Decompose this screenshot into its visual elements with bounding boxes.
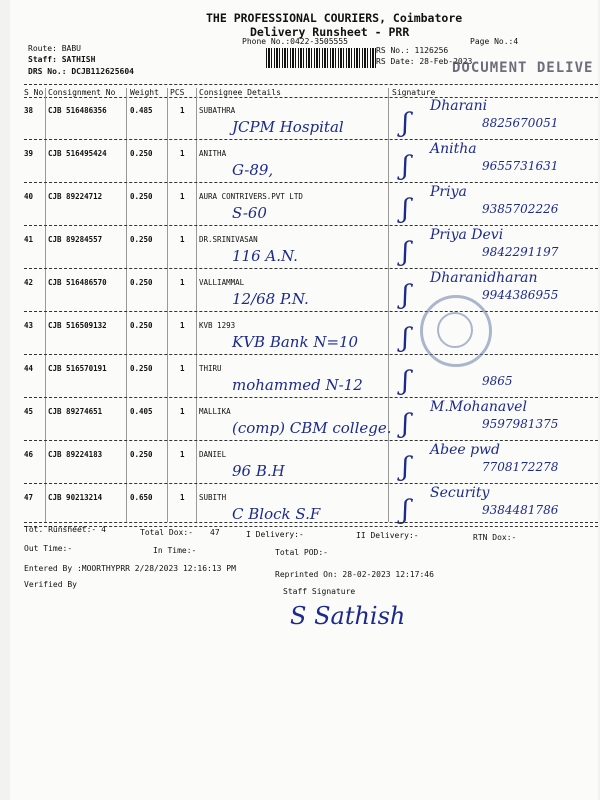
document-delivery-stamp: DOCUMENT DELIVE — [452, 60, 594, 76]
row-handwritten-note: 12/68 P.N. — [232, 290, 309, 308]
row-separator — [24, 526, 598, 527]
row-consignment-no: CJB 516486356 — [48, 106, 107, 115]
row-weight: 0.485 — [130, 106, 153, 115]
row-weight: 0.250 — [130, 235, 153, 244]
column-header-rule — [24, 97, 598, 98]
row-handwritten-note: JCPM Hospital — [232, 118, 344, 136]
row-sno: 47 — [24, 493, 34, 502]
drs-number: DRS No.: DCJB112625604 — [28, 67, 134, 76]
row-handwritten-name: Priya Devi — [430, 227, 504, 243]
row-consignment-no: CJB 90213214 — [48, 493, 103, 502]
row-consignment-no: CJB 516495424 — [48, 149, 107, 158]
row-consignment-no: CJB 89284557 — [48, 235, 103, 244]
signature-mark-icon: ʃ — [402, 194, 410, 224]
row-handwritten-phone: 9865 — [482, 374, 513, 388]
row-sno: 38 — [24, 106, 34, 115]
route-label: Route: BABU — [28, 44, 81, 53]
row-consignee: THIRU — [199, 364, 222, 373]
signature-mark-icon: ʃ — [402, 151, 410, 181]
signature-mark-icon: ʃ — [402, 323, 410, 353]
col-header-pcs: PCS — [170, 88, 185, 97]
row-handwritten-note: mohammed N-12 — [232, 376, 363, 394]
company-title: THE PROFESSIONAL COURIERS, Coimbatore — [206, 11, 463, 25]
footer-rule — [24, 522, 598, 523]
row-consignment-no: CJB 516486570 — [48, 278, 107, 287]
row-separator — [24, 440, 598, 441]
row-handwritten-name: Priya — [430, 184, 467, 200]
rs-date: RS Date: 28-Feb-2023 — [376, 57, 473, 66]
row-separator — [24, 182, 598, 183]
signature-mark-icon: ʃ — [402, 237, 410, 267]
barcode — [266, 48, 378, 68]
row-handwritten-name: Dharani — [430, 98, 488, 114]
row-handwritten-name: Anitha — [430, 141, 477, 157]
row-weight: 0.650 — [130, 493, 153, 502]
row-pcs: 1 — [180, 149, 185, 158]
row-handwritten-phone: 9944386955 — [482, 288, 559, 302]
row-consignee: KVB 1293 — [199, 321, 236, 330]
row-handwritten-note: 116 A.N. — [232, 247, 298, 265]
row-handwritten-note: (comp) CBM college. — [232, 419, 392, 437]
tot-runsheet: Tot. Runsheet:- 4 — [24, 525, 106, 534]
row-consignee: DANIEL — [199, 450, 227, 459]
row-handwritten-name: Abee pwd — [430, 442, 500, 458]
ii-delivery-label: II Delivery:- — [356, 531, 419, 540]
row-pcs: 1 — [180, 192, 185, 201]
row-separator — [24, 139, 598, 140]
row-sno: 45 — [24, 407, 34, 416]
row-pcs: 1 — [180, 407, 185, 416]
in-time-label: In Time:- — [153, 546, 197, 555]
col-divider — [388, 88, 389, 522]
row-handwritten-note: C Block S.F — [232, 505, 321, 523]
row-consignee: MALLIKA — [199, 407, 231, 416]
row-consignment-no: CJB 89274651 — [48, 407, 103, 416]
row-consignee: VALLIAMMAL — [199, 278, 245, 287]
row-pcs: 1 — [180, 235, 185, 244]
row-consignee: SUBITH — [199, 493, 227, 502]
row-consignee: SUBATHRA — [199, 106, 236, 115]
col-header-consignment: Consignment No — [48, 88, 116, 97]
row-handwritten-phone: 9842291197 — [482, 245, 559, 259]
row-sno: 42 — [24, 278, 34, 287]
row-handwritten-phone: 9597981375 — [482, 417, 559, 431]
row-pcs: 1 — [180, 450, 185, 459]
header-rule — [24, 84, 598, 85]
row-handwritten-note: KVB Bank N=10 — [232, 333, 359, 351]
row-separator — [24, 354, 598, 355]
row-pcs: 1 — [180, 278, 185, 287]
out-time-label: Out Time:- — [24, 544, 73, 553]
row-pcs: 1 — [180, 106, 185, 115]
row-weight: 0.250 — [130, 149, 153, 158]
row-weight: 0.405 — [130, 407, 153, 416]
total-pod-label: Total POD:- — [275, 548, 328, 557]
row-weight: 0.250 — [130, 321, 153, 330]
signature-mark-icon: ʃ — [402, 452, 410, 482]
row-sno: 44 — [24, 364, 34, 373]
staff-handwritten-signature: S Sathish — [290, 602, 406, 630]
row-weight: 0.250 — [130, 192, 153, 201]
runsheet-subtitle: Delivery Runsheet - PRR — [250, 25, 410, 39]
rs-number: RS No.: 1126256 — [376, 46, 449, 55]
row-consignment-no: CJB 89224183 — [48, 450, 103, 459]
i-delivery-label: I Delivery:- — [246, 530, 304, 539]
row-consignee: AURA CONTRIVERS.PVT LTD — [199, 192, 303, 201]
row-consignment-no: CJB 516509132 — [48, 321, 107, 330]
row-consignee: ANITHA — [199, 149, 227, 158]
row-weight: 0.250 — [130, 278, 153, 287]
row-consignee: DR.SRINIVASAN — [199, 235, 258, 244]
row-sno: 41 — [24, 235, 34, 244]
total-dox-label: Total Dox:- — [140, 528, 193, 537]
row-handwritten-note: 96 B.H — [232, 462, 285, 480]
row-sno: 43 — [24, 321, 34, 330]
row-sno: 39 — [24, 149, 34, 158]
col-header-weight: Weight — [130, 88, 159, 97]
signature-mark-icon: ʃ — [402, 409, 410, 439]
entered-by: Entered By :MOORTHYPRR 2/28/2023 12:16:13 PM — [24, 564, 236, 573]
signature-mark-icon: ʃ — [402, 280, 410, 310]
rtn-dox-label: RTN Dox:- — [473, 533, 517, 542]
row-handwritten-note: G-89, — [232, 161, 274, 179]
total-dox-value: 47 — [210, 528, 220, 537]
reprinted-on: Reprinted On: 28-02-2023 12:17:46 — [275, 570, 434, 579]
row-handwritten-name: M.Mohanavel — [430, 399, 527, 415]
row-separator — [24, 311, 598, 312]
row-separator — [24, 225, 598, 226]
col-divider — [126, 88, 127, 522]
row-sno: 46 — [24, 450, 34, 459]
row-handwritten-phone: 9655731631 — [482, 159, 559, 173]
row-separator — [24, 483, 598, 484]
row-pcs: 1 — [180, 364, 185, 373]
row-handwritten-name: Dharanidharan — [430, 270, 538, 286]
row-handwritten-phone: 8825670051 — [482, 116, 559, 130]
round-seal-stamp — [420, 295, 492, 367]
col-header-sno: S No — [24, 88, 44, 97]
row-consignment-no: CJB 89224712 — [48, 192, 103, 201]
row-separator — [24, 268, 598, 269]
col-divider — [45, 88, 46, 522]
row-handwritten-phone: 9385702226 — [482, 202, 559, 216]
row-handwritten-name: Security — [430, 485, 490, 501]
row-handwritten-phone: 9384481786 — [482, 503, 559, 517]
page-number: Page No.:4 — [470, 37, 519, 46]
row-handwritten-note: S-60 — [232, 204, 267, 222]
signature-mark-icon: ʃ — [402, 495, 410, 525]
runsheet-page — [10, 0, 598, 800]
row-sno: 40 — [24, 192, 34, 201]
col-header-signature: Signature — [392, 88, 436, 97]
row-weight: 0.250 — [130, 364, 153, 373]
verified-by: Verified By — [24, 580, 77, 589]
staff-label: Staff: SATHISH — [28, 55, 96, 64]
signature-mark-icon: ʃ — [402, 366, 410, 396]
col-header-consignee: Consignee Details — [199, 88, 281, 97]
row-pcs: 1 — [180, 321, 185, 330]
row-pcs: 1 — [180, 493, 185, 502]
row-consignment-no: CJB 516570191 — [48, 364, 107, 373]
col-divider — [167, 88, 168, 522]
phone-number: Phone No.:0422-3505555 — [242, 37, 348, 46]
row-handwritten-phone: 7708172278 — [482, 460, 559, 474]
row-separator — [24, 397, 598, 398]
signature-mark-icon: ʃ — [402, 108, 410, 138]
staff-signature-label: Staff Signature — [283, 587, 356, 596]
row-weight: 0.250 — [130, 450, 153, 459]
col-divider — [196, 88, 197, 522]
